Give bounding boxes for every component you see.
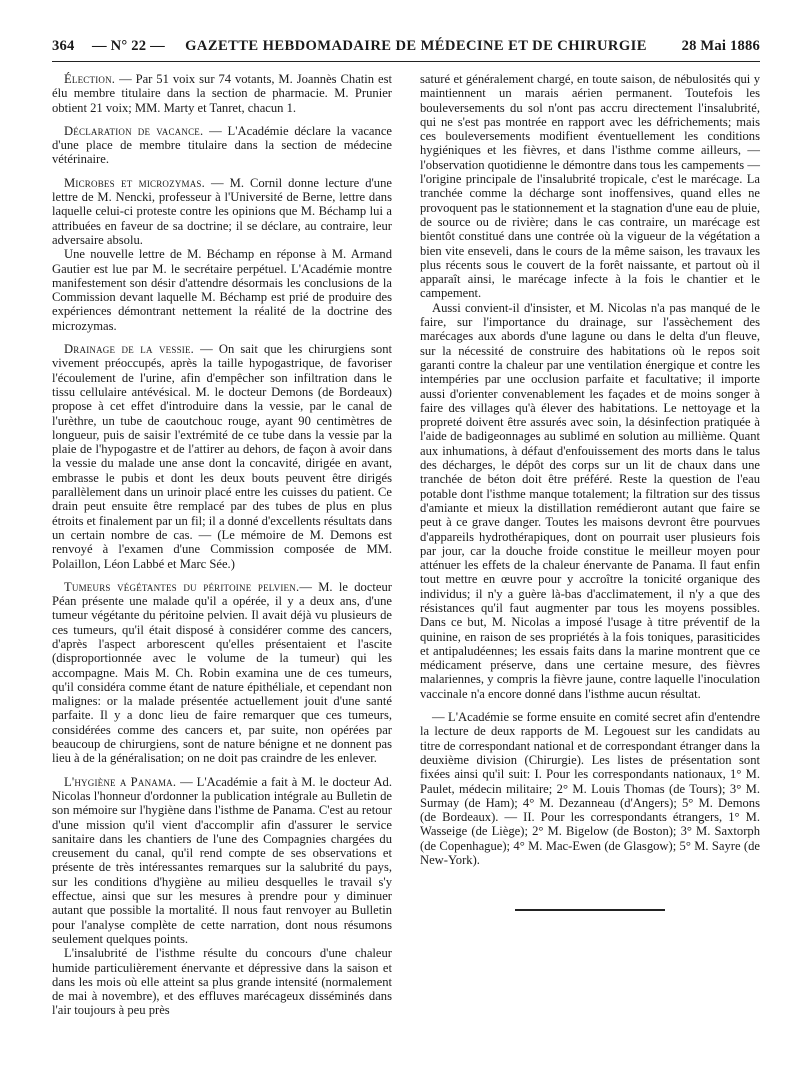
paragraph-text: — On sait que les chirurgiens sont vivement préoccupés, après la taille hypogastrique, de favoriser l'écoulement de l'urine, afin d'empêcher son infiltration dans le tissu cellulaire antévésical. M. le docteur Demons (de Bordeaux) propose à cet effet d'introduire dans la vessie, par le canal de l'urèthre, un tube de caoutchouc rouge, ayant 90 centimètres de longueur, puis de saisir l'extrémité de ce tube dans la vessie par la plaie de l'hypogastre et de l'attirer au dehors, de façon à avoir dans la vessie du malade une anse dont la concavité, dirigée en avant, embrasse le pubis et dont les deux bouts peuvent être dirigés parallèlement dans un urinoir placé entre les cuisses du patient. Ce drain peut ensuite être remplacé par des tubes de plus en plus étroits et finalement par un fil; il a donné d'excellents résultats dans un certain nombre de cas. — (Le mémoire de M. Demons est renvoyé à l'examen d'une Commission composée de MM. Polaillon, Léon Labbé et Marc Sée.) (52, 342, 392, 571)
paragraph-hygiene (52, 775, 392, 947)
paragraph-tumeurs (52, 580, 392, 766)
issue-date: 28 Mai 1886 (681, 38, 760, 54)
paragraph-text: saturé et généralement chargé, en toute saison, de nébulosités qui y maintiennent un marais aérien permanent. Toutefois les bouleversements du sol n'ont pas accru directement l'insalubrité, qui ne s'est pas montrée en rapport avec les défrichements; mais ces bouleversements modifient éventuellement les conditions hygiéniques et les fièvres, et dans l'isthme comme ailleurs, — l'observation quotidienne le démontre dans tous les campements — l'origine principale de l'insalubrité tropicale, c'est le marécage. La tranchée comme la décharge sont inoffensives, quand elles ne provoquent pas le stationnement et la stagnation d'une eau de pluie, de source ou de rivière; dans le cas contraire, un marécage est bientôt constitué dans une contrée où la vigueur de la végétation a bien vite enseveli, dans le cours de la même saison, les travaux les plus récents sous le couvert de la forêt naissante, et partout où il apparaît ainsi, le marécage infecte à la fois le chantier et le campement. (420, 72, 760, 301)
paragraph-election (52, 72, 392, 115)
section-head: Tumeurs végétantes du péritoine pelvien. (64, 579, 300, 594)
paragraph-text: L'insalubrité de l'isthme résulte du concours d'une chaleur humide particulièrement énervante et dépressive dans la saison et dans les mois où elle atteint sa plus grande intensité (normalement de mai à novembre), et des effluves marécageux disséminés dans l'air toujours à peu près (52, 946, 392, 1018)
paragraph-text: — L'Académie déclare la vacance d'une place de membre titulaire dans la section de médecine vétérinaire. (52, 123, 392, 167)
left-column (52, 72, 392, 1018)
paragraph-text: — Par 51 voix sur 74 votants, M. Joannès Chatin est élu membre titulaire dans la section de pharmacie. M. Prunier obtient 21 voix; MM. Marty et Tanret, chacun 1. (52, 72, 392, 115)
paragraph-text: — L'Académie se forme ensuite en comité secret afin d'entendre la lecture de deux rapports de M. Legouest sur les candidats au titre de correspondant national et de correspondant étranger dans la deuxième division (Chirurgie). Les listes de présentation sont fixées ainsi qu'il suit: I. Pour les correspondants nationaux, 1° M. Paulet, médecin militaire; 2° M. Louis Thomas (de Tours); 3° M. Surmay (de Ham); 4° M. Dezanneau (d'Angers); 5° M. Demons (de Bordeaux). — II. Pour les correspondants étrangers, 1° M. Wasseige (de Liège); 2° M. Bigelow (de Boston); 3° M. Saxtorph (de Copenhague); 4° M. Mac-Ewen (de Glasgow); 5° M. Sayre (de New-York). (420, 710, 760, 868)
paragraph-text: — M. le docteur Péan présente une malade qu'il a opérée, il y a deux ans, d'une tumeur végétante du péritoine pelvien. Il avait déjà vu plusieurs de ces tumeurs, qu'il était disposé à considérer comme des cancers, d'après l'aspect arborescent qu'elles présentaient et l'ascite (disproportionnée avec le volume de la tumeur) qui les accompagne. Mais M. Ch. Robin examina une de ces tumeurs, qu'il considéra comme étant de nature épithéliale, et cependant non malignes: or la malade présentée actuellement jouit d'une santé parfaite. Il y a donc lieu de faire remarquer que ces tumeurs, considérées comme des cancers et, par suite, non opérées par beaucoup de chirurgiens, sont de nature bénigne et ne donnent pas lieu à de la généralisation; on ne doit pas craindre de les enlever. (52, 579, 392, 766)
section-head: L'hygiène a Panama. (64, 774, 177, 789)
section-head: Drainage de la vessie. (64, 342, 195, 357)
page-header (52, 38, 760, 62)
article-columns (52, 72, 760, 1018)
paragraph-text: — M. Cornil donne lecture d'une lettre de M. Nencki, professeur à l'Université de Berne, lettre dans laquelle celui-ci proteste contre les opinions que M. Béchamp lui a attribuées en faveur de sa doctrine; il se déclare, au contraire, leur adversaire absolu. (52, 175, 392, 247)
issue-number: — N° 22 — (92, 38, 165, 54)
paragraph-text: Une nouvelle lettre de M. Béchamp en réponse à M. Armand Gautier est lue par M. le secrétaire perpétuel. L'Académie montre manifestement son désir d'attendre désormais les conclusions de la Commission devant laquelle M. Béchamp est prié de produire des expériences démontrant nettement la réalité de la doctrine des microzymas. (52, 247, 392, 333)
paragraph-vacance (52, 124, 392, 167)
right-column (420, 72, 760, 1018)
end-rule (515, 909, 665, 911)
paragraph-drainage (52, 342, 392, 571)
paragraph-microbes (52, 176, 392, 247)
page-number: 364 (52, 38, 75, 54)
section-head: Déclaration de vacance. (64, 123, 204, 138)
section-head: Microbes et microzymas. (64, 175, 205, 190)
paragraph-drainage-importance (420, 301, 760, 701)
paragraph-bechamp (52, 247, 392, 333)
paragraph-continuation (420, 72, 760, 301)
journal-title: GAZETTE HEBDOMADAIRE DE MÉDECINE ET DE CHIRURGIE (185, 38, 647, 54)
paragraph-comite-secret (420, 710, 760, 867)
section-head: Élection. (64, 72, 116, 86)
paragraph-insalubrite (52, 946, 392, 1017)
paragraph-text: Aussi convient-il d'insister, et M. Nicolas n'a pas manqué de le faire, sur l'importance du drainage, sur l'assèchement des marécages aux abords d'une lagune ou dans le delta d'un fleuve, sur la nécessité de construire des habitations où le repos soit garanti contre la chaleur par une ventilation énergique et contre les intempéries par une occlusion parfaite et facultative; il importe aussi d'orienter convenablement les façades et de moins songer à faire des villages qu'à élever des habitations. Le nettoyage et la propreté doivent être assurés avec soin, la désinfection pratiquée à l'aide de badigeonnages au sublimé en solution au millième. Quant aux inhumations, à défaut d'enfouissement des morts dans le talus des décharges, le dépôt des corps sur un lit de chaux dans une tranchée de béton doit être préféré. Reste la question de l'eau potable dont l'isthme manque totalement; la filtration sur des tissus d'amiante et mieux la distillation remédieront autant que faire se peut à ce grave danger. Toutes les maisons devront être pourvues d'appareils hydrothérapiques, dont on pourrait user plusieurs fois par jour, car la douche froide constitue le meilleur moyen pour atténuer les effets de la chaleur énervante de Panama. Il faut enfin tout mettre en œuvre pour y accroître la tonicité organique des individus; il n'y a guère là-bas d'acclimatement, il n'y a que des résistances qu'il faut augmenter par tous les moyens possibles. Dans ce but, M. Nicolas a imposé l'usage à titre préventif de la quinine, en raison de ses propriétés à la fois toniques, parasiticides et antipaludéennes; les essais faits dans la marine montrent que ce médicament préserve, dans une certaine mesure, des fièvres malariennes, y compris la fièvre jaune, contre laquelle l'inoculation vaccinale n'a encore donné dans l'isthme aucun résultat. (420, 300, 760, 701)
paragraph-text: — L'Académie a fait à M. le docteur Ad. Nicolas l'honneur d'ordonner la publication intégrale au Bulletin de son mémoire sur l'hygiène dans l'isthme de Panama. C'est au retour d'une mission qu'il vient d'accomplir afin d'assurer le service sanitaire dans les chantiers de l'une des Compagnies chargées du creusement du canal, qu'il rend compte de ses observations et présente de très intéressantes remarques sur la salubrité du pays, sur les conditions d'hygiène au milieu desquelles le travail s'y effectue, ainsi que sur les mesures à prendre pour y diminuer autant que possible la mortalité. Il nous faut renvoyer au Bulletin pour l'analyse complète de cette narration, dont nous résumons seulement quelques points. (52, 774, 392, 946)
